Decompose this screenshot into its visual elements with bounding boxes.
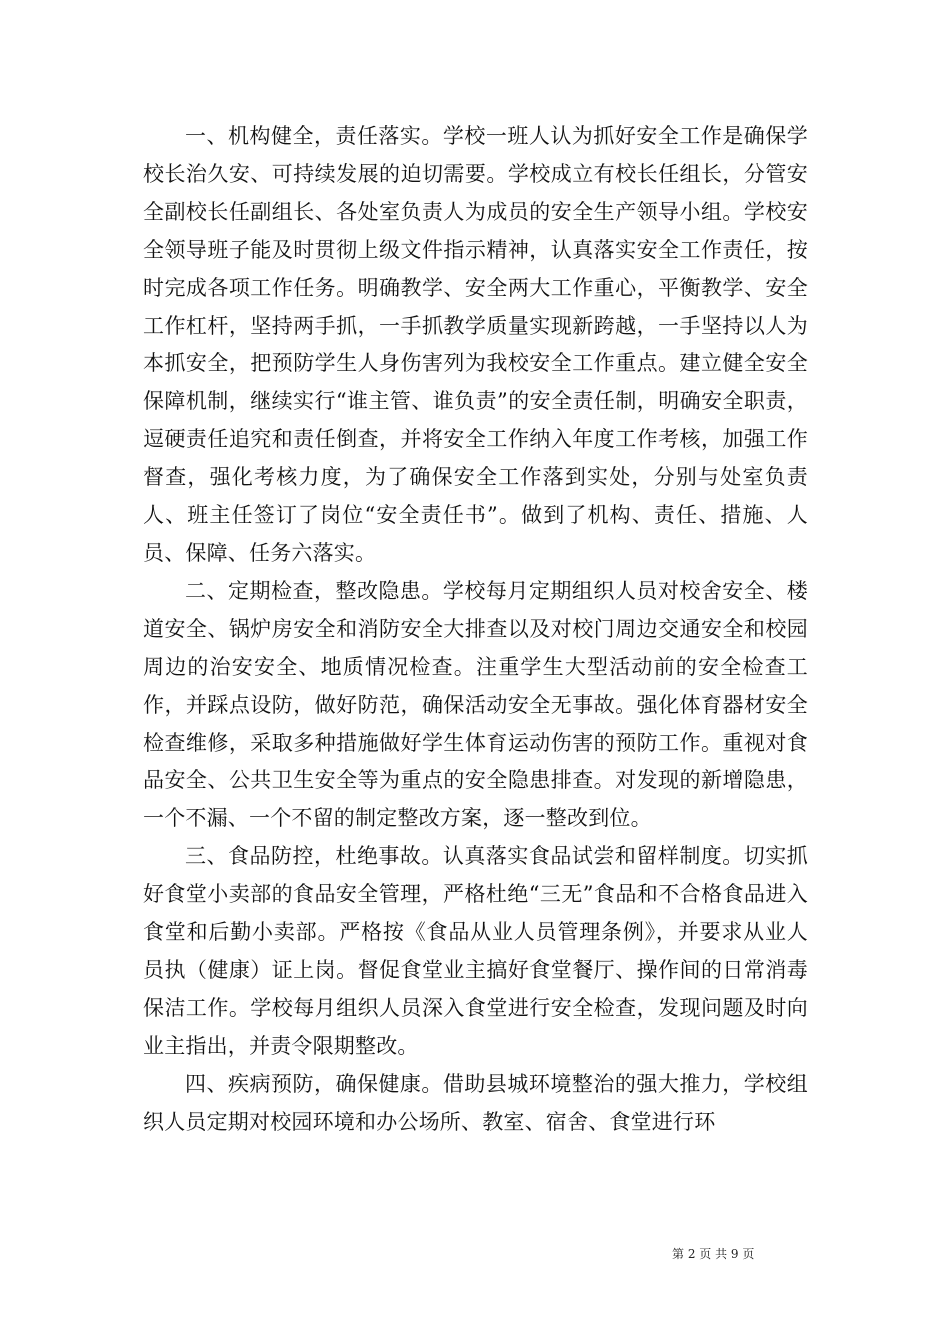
page-number-footer: 第 2 页 共 9 页 bbox=[672, 1247, 755, 1261]
paragraph-4: 四、疾病预防，确保健康。借助县城环境整治的强大推力，学校组织人员定期对校园环境和办公场所、教室、宿舍、食堂进行环 bbox=[143, 1071, 808, 1134]
paragraph-2: 二、定期检查，整改隐患。学校每月定期组织人员对校舍安全、楼道安全、锅炉房安全和消防安全大排查以及对校门周边交通安全和校园周边的治安安全、地质情况检查。注重学生大型活动前的安全检查工作，并踩点设防，做好防范，确保活动安全无事故。强化体育器材安全检查维修，采取多种措施做好学生体育运动伤害的预防工作。重视对食品安全、公共卫生安全等为重点的安全隐患排查。对发现的新增隐患，一个不漏、一个不留的制定整改方案，逐一整改到位。 bbox=[143, 578, 808, 831]
paragraph-3: 三、食品防控，杜绝事故。认真落实食品试尝和留样制度。切实抓好食堂小卖部的食品安全管理，严格杜绝“三无”食品和不合格食品进入食堂和后勤小卖部。严格按《食品从业人员管理条例》，并要求从业人员执（健康）证上岗。督促食堂业主搞好食堂餐厅、操作间的日常消毒保洁工作。学校每月组织人员深入食堂进行安全检查，发现问题及时向业主指出，并责令限期整改。 bbox=[143, 844, 808, 1058]
document-body bbox=[143, 118, 808, 1141]
paragraph-1: 一、机构健全，责任落实。学校一班人认为抓好安全工作是确保学校长治久安、可持续发展的迫切需要。学校成立有校长任组长，分管安全副校长任副组长、各处室负责人为成员的安全生产领导小组。学校安全领导班子能及时贯彻上级文件指示精神，认真落实安全工作责任，按时完成各项工作任务。明确教学、安全两大工作重心，平衡教学、安全工作杠杆，坚持两手抓，一手抓教学质量实现新跨越，一手坚持以人为本抓安全，把预防学生人身伤害列为我校安全工作重点。建立健全安全保障机制，继续实行“谁主管、谁负责”的安全责任制，明确安全职责，逗硬责任追究和责任倒查，并将安全工作纳入年度工作考核，加强工作督查，强化考核力度，为了确保安全工作落到实处，分别与处室负责人、班主任签订了岗位“安全责任书”。做到了机构、责任、措施、人员、保障、任务六落实。 bbox=[143, 124, 808, 565]
